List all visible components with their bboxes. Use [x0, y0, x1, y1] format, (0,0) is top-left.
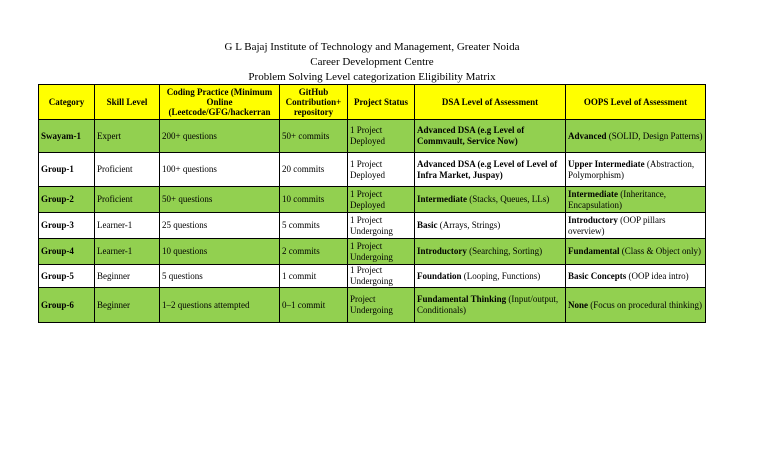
oops-level-detail: (OOP idea intro) — [626, 270, 689, 281]
github-commits-cell: 10 commits — [280, 187, 348, 213]
oops-level-title: Basic Concepts — [568, 270, 627, 281]
category-cell: Group-5 — [39, 265, 95, 288]
coding-practice-cell: 25 questions — [160, 213, 280, 239]
dsa-level-title: Introductory — [417, 246, 467, 256]
oops-level-cell — [566, 288, 706, 323]
project-status-cell: 1 Project Deployed — [348, 120, 415, 153]
table-row — [39, 239, 706, 265]
category-cell: Swayam-1 — [39, 120, 95, 153]
header-oops-level: OOPS Level of Assessment — [566, 85, 706, 120]
document-header — [0, 40, 744, 85]
github-commits-cell: 5 commits — [280, 213, 348, 239]
dsa-level-cell — [415, 120, 566, 153]
table-header-row — [39, 85, 706, 120]
oops-level-detail: (SOLID, Design Patterns) — [606, 130, 703, 141]
oops-level-cell — [566, 187, 706, 213]
project-status-cell: Project Undergoing — [348, 288, 415, 323]
dsa-level-detail: (Looping, Functions) — [461, 270, 541, 281]
dsa-level-cell — [415, 213, 566, 239]
header-project-status: Project Status — [348, 85, 415, 120]
project-status-cell: 1 Project Deployed — [348, 153, 415, 187]
dsa-level-detail: (Searching, Sorting) — [466, 246, 543, 256]
skill-level-cell: Proficient — [95, 153, 160, 187]
dsa-level-cell — [415, 187, 566, 213]
table-row — [39, 288, 706, 323]
coding-practice-cell: 200+ questions — [160, 120, 280, 153]
oops-level-detail: (Inheritance, Encapsulation) — [568, 188, 666, 210]
oops-level-detail: (Focus on procedural thinking) — [588, 299, 702, 310]
table-row — [39, 213, 706, 239]
oops-level-title: Introductory — [568, 214, 618, 225]
dsa-level-cell — [415, 288, 566, 323]
coding-practice-cell: 1–2 questions attempted — [160, 288, 280, 323]
table-row — [39, 153, 706, 187]
github-commits-cell: 50+ commits — [280, 120, 348, 153]
dsa-level-title: Advanced DSA (e.g Level of Commvault, Service Now) — [417, 125, 525, 146]
oops-level-detail: (Abstraction, Polymorphism) — [568, 158, 695, 180]
header-dsa-level: DSA Level of Assessment — [415, 85, 566, 120]
oops-level-cell — [566, 153, 706, 187]
project-status-cell: 1 Project Undergoing — [348, 265, 415, 288]
category-cell: Group-3 — [39, 213, 95, 239]
dsa-level-cell — [415, 265, 566, 288]
skill-level-cell: Beginner — [95, 265, 160, 288]
skill-level-cell: Learner-1 — [95, 213, 160, 239]
institute-title: G L Bajaj Institute of Technology and Management, Greater Noida — [224, 41, 520, 53]
dsa-level-title: Fundamental Thinking — [417, 294, 507, 304]
project-status-cell: 1 Project Deployed — [348, 187, 415, 213]
table-body — [39, 120, 706, 323]
github-commits-cell: 2 commits — [280, 239, 348, 265]
dsa-level-cell — [415, 239, 566, 265]
github-commits-cell: 1 commit — [280, 265, 348, 288]
skill-level-cell: Beginner — [95, 288, 160, 323]
oops-level-detail: (Class & Object only) — [619, 246, 702, 256]
oops-level-title: None — [568, 299, 588, 310]
header-skill-level: Skill Level — [95, 85, 160, 120]
dsa-level-title: Foundation — [417, 270, 462, 281]
header-coding-practice: Coding Practice (Minimum Online (Leetcode/GFG/hackerran — [160, 85, 280, 120]
dsa-level-detail: (Arrays, Strings) — [437, 220, 501, 230]
project-status-cell: 1 Project Undergoing — [348, 239, 415, 265]
oops-level-cell — [566, 239, 706, 265]
header-category: Category — [39, 85, 95, 120]
table-row — [39, 187, 706, 213]
oops-level-title: Upper Intermediate — [568, 158, 645, 169]
oops-level-title: Fundamental — [568, 246, 620, 256]
category-cell: Group-2 — [39, 187, 95, 213]
coding-practice-cell: 100+ questions — [160, 153, 280, 187]
coding-practice-cell: 5 questions — [160, 265, 280, 288]
skill-level-cell: Learner-1 — [95, 239, 160, 265]
oops-level-title: Intermediate — [568, 188, 618, 199]
coding-practice-cell: 10 questions — [160, 239, 280, 265]
skill-level-cell: Expert — [95, 120, 160, 153]
dsa-level-title: Advanced DSA (e.g Level of Level of Infra Market, Juspay) — [417, 158, 558, 180]
centre-title: Career Development Centre — [310, 56, 434, 68]
project-status-cell: 1 Project Undergoing — [348, 213, 415, 239]
coding-practice-cell: 50+ questions — [160, 187, 280, 213]
oops-level-title: Advanced — [568, 130, 607, 141]
dsa-level-title: Basic — [417, 220, 438, 230]
dsa-level-detail: (Input/output, Conditionals) — [417, 294, 559, 315]
oops-level-cell — [566, 120, 706, 153]
matrix-title: Problem Solving Level categorization Eligibility Matrix — [248, 71, 496, 83]
table-row — [39, 265, 706, 288]
github-commits-cell: 20 commits — [280, 153, 348, 187]
dsa-level-cell — [415, 153, 566, 187]
dsa-level-title: Intermediate — [417, 194, 467, 204]
github-commits-cell: 0–1 commit — [280, 288, 348, 323]
skill-level-cell: Proficient — [95, 187, 160, 213]
dsa-level-detail: (Stacks, Queues, LLs) — [466, 194, 550, 204]
eligibility-matrix-table — [38, 84, 706, 323]
category-cell: Group-4 — [39, 239, 95, 265]
oops-level-cell — [566, 265, 706, 288]
table-row — [39, 120, 706, 153]
category-cell: Group-1 — [39, 153, 95, 187]
oops-level-cell — [566, 213, 706, 239]
header-github-contribution: GitHub Contribution+ repository — [280, 85, 348, 120]
oops-level-detail: (OOP pillars overview) — [568, 214, 666, 236]
category-cell: Group-6 — [39, 288, 95, 323]
